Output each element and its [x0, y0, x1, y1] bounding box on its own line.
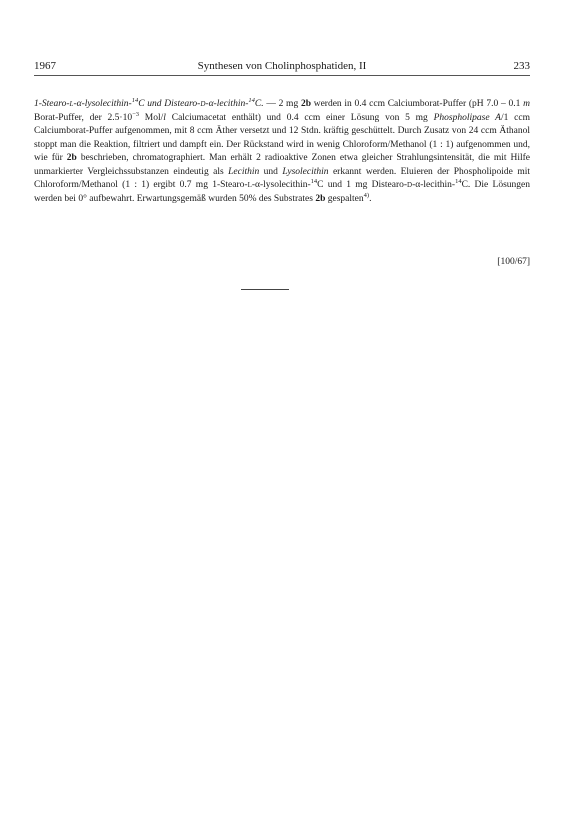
isotope-superscript: 14: [310, 177, 318, 185]
heading-text: -α-lysolecithin-: [73, 99, 132, 109]
body-text: C und 1 mg Distearo-: [317, 180, 408, 190]
header-year: 1967: [34, 60, 56, 72]
body-text: .: [369, 193, 372, 204]
heading-text: l: [69, 99, 74, 109]
body-text: C. Die Lösungen werden bei 0° aufbewahrt. Erwartungsgemäß wurden 50% des Substrates: [34, 180, 530, 204]
footnote-reference: 4): [363, 191, 370, 199]
unit-italic: l: [163, 112, 166, 123]
body-text: erkannt werden. Eluieren der Phospholipoide mit Chloroform/Methanol (1 : 1) ergibt 0.7 mg 1-Stearo-: [34, 166, 530, 190]
body-text: l: [247, 180, 252, 190]
isotope-superscript: 14: [248, 96, 255, 104]
header-running-title: Synthesen von Cholinphosphatiden, II: [197, 60, 367, 72]
body-text: d: [407, 180, 413, 190]
body-text: /1 ccm Calciumborat-Puffer aufgenommen, mit 8 ccm Äther versetzt und 12 Stdn. kräftig geschüttelt. Durch Zusatz von 24 ccm Äthanol stoppt man die Reaktion, filtriert und dampft ein. Der Rückstand wird in wenig Chloroform/Methanol (1 : 1) aufgenommen und, wie für: [34, 112, 530, 163]
body-text: -α-lecithin-: [412, 180, 456, 190]
section-heading: [34, 96, 264, 109]
heading-text: C.: [254, 99, 264, 109]
body-text: Borat-Puffer, der 2.5·10: [34, 112, 133, 123]
body-text: gespalten: [325, 193, 364, 204]
substance-name: Lysolecithin: [282, 166, 329, 177]
reference-code: [100/67]: [497, 257, 530, 267]
compound-label: 2b: [66, 153, 77, 163]
paragraph-text: [34, 98, 530, 206]
heading-text: d: [200, 99, 206, 109]
body-text: werden in 0.4 ccm Calciumborat-Puffer (pH 7.0 – 0.1: [310, 99, 524, 109]
substance-name: Lecithin: [228, 166, 260, 177]
isotope-superscript: 14: [455, 177, 462, 185]
body-text: Calciumacetat enthält) und 0.4 ccm einer Lösung von 5 mg: [165, 112, 434, 123]
body-paragraph: [34, 98, 530, 206]
body-text: beschrieben, chromatographiert. Man erhält 2 radioaktive Zonen etwa gleicher Strahlungsintensität, die mit Hilfe unmarkierter Vergleichssubstanzen eindeutig als: [34, 153, 531, 177]
compound-label: 2b: [315, 193, 326, 204]
exponent-superscript: −3: [132, 110, 140, 118]
body-text: und: [259, 166, 283, 177]
body-text: Mol/: [139, 112, 164, 123]
section-divider: [241, 289, 289, 290]
heading-text: C und Distearo-: [138, 99, 201, 109]
running-header: [34, 60, 530, 76]
header-page-number: 233: [513, 60, 530, 72]
heading-text: 1-Stearo-: [34, 99, 70, 109]
isotope-superscript: 14: [131, 96, 139, 104]
compound-label: 2b: [300, 99, 311, 109]
enzyme-name: Phospholipase A: [433, 112, 501, 123]
heading-text: -α-lecithin-: [205, 99, 249, 109]
body-text: — 2 mg: [263, 99, 301, 109]
unit-italic: m: [523, 99, 530, 109]
body-text: -α-lysolecithin-: [251, 180, 311, 190]
